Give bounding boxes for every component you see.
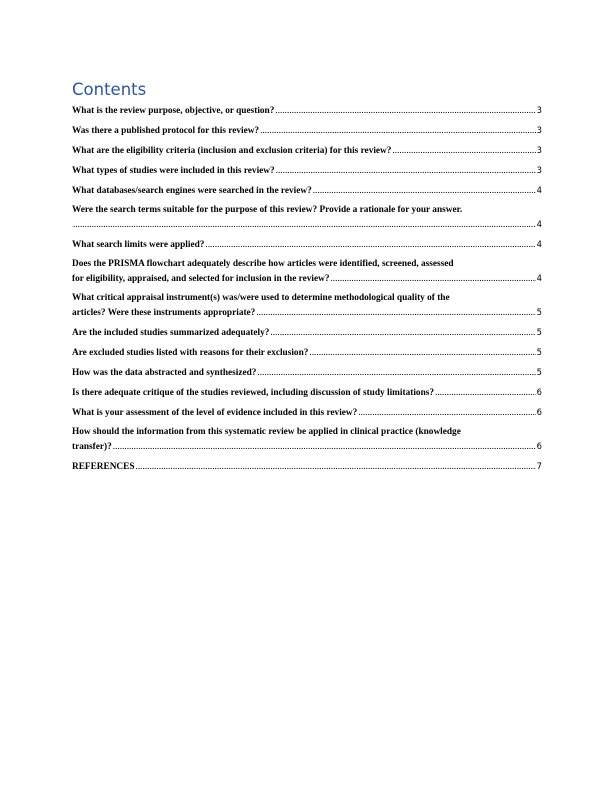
toc-page-number: 5 bbox=[536, 367, 542, 377]
toc-entry[interactable] bbox=[72, 385, 542, 400]
toc-entry-text: What databases/search engines were searched in the review? bbox=[72, 186, 312, 196]
toc-entry-line bbox=[72, 305, 542, 320]
toc-entry[interactable] bbox=[72, 237, 542, 252]
dot-leader bbox=[330, 272, 535, 286]
toc-page-number: 5 bbox=[536, 307, 542, 317]
toc-page-number: 3 bbox=[536, 105, 542, 115]
toc-entry-text: Was there a published protocol for this review? bbox=[72, 126, 260, 136]
dot-leader bbox=[256, 306, 535, 320]
toc-entry-line bbox=[72, 405, 542, 420]
toc-page-number: 4 bbox=[536, 219, 542, 229]
toc-page-number: 7 bbox=[536, 461, 542, 471]
toc-entry[interactable] bbox=[72, 459, 542, 474]
toc-entry-text: articles? Were these instruments appropriate? bbox=[72, 308, 256, 318]
toc-entry[interactable] bbox=[72, 345, 542, 360]
toc-page-number: 6 bbox=[536, 441, 542, 451]
toc-entry[interactable] bbox=[72, 257, 542, 286]
toc-entry-line bbox=[72, 271, 542, 286]
toc-entry-text: What is the review purpose, objective, or question? bbox=[72, 106, 275, 116]
toc-entry-line bbox=[72, 237, 542, 252]
toc-page-number: 3 bbox=[536, 165, 542, 175]
toc-page-number: 4 bbox=[536, 273, 542, 283]
toc-page-number: 5 bbox=[536, 347, 542, 357]
toc-entry-line bbox=[72, 385, 542, 400]
toc-entry[interactable] bbox=[72, 291, 542, 320]
toc-entry-line bbox=[72, 439, 542, 454]
toc-page-number: 4 bbox=[536, 185, 542, 195]
toc-entry-text: What is your assessment of the level of evidence included in this review? bbox=[72, 408, 358, 418]
toc-entry[interactable] bbox=[72, 123, 542, 138]
toc-entry[interactable] bbox=[72, 325, 542, 340]
toc-heading: Contents bbox=[72, 80, 147, 99]
toc-entry[interactable] bbox=[72, 203, 542, 232]
toc-entry-line bbox=[72, 123, 542, 138]
toc-page-number: 3 bbox=[536, 145, 542, 155]
toc-entry[interactable] bbox=[72, 103, 542, 118]
toc-entry[interactable] bbox=[72, 183, 542, 198]
toc-page-number: 6 bbox=[536, 407, 542, 417]
toc-entry[interactable] bbox=[72, 143, 542, 158]
toc-entry-text: What critical appraisal instrument(s) was/were used to determine methodological quality of the bbox=[72, 293, 450, 303]
toc-entry[interactable] bbox=[72, 405, 542, 420]
toc-entry-text: Does the PRISMA flowchart adequately describe how articles were identified, screened, assessed bbox=[72, 259, 454, 269]
dot-leader bbox=[257, 366, 535, 380]
toc-entry-text: How should the information from this systematic review be applied in clinical practice (knowledge bbox=[72, 427, 461, 437]
toc-entry-line bbox=[72, 143, 542, 158]
dot-leader bbox=[313, 184, 536, 198]
dot-leader bbox=[73, 218, 536, 232]
dot-leader bbox=[392, 144, 535, 158]
toc-entry-text: How was the data abstracted and synthesized? bbox=[72, 368, 257, 378]
toc-page-number: 6 bbox=[536, 387, 542, 397]
toc-page-number: 3 bbox=[536, 125, 542, 135]
dot-leader bbox=[260, 124, 536, 138]
document-page bbox=[72, 80, 542, 479]
toc-entry-text: for eligibility, appraised, and selected for inclusion in the review? bbox=[72, 274, 330, 284]
toc-entry-line bbox=[72, 365, 542, 380]
dot-leader bbox=[276, 164, 536, 178]
toc-entry-line bbox=[72, 183, 542, 198]
toc-entry-text: Is there adequate critique of the studies reviewed, including discussion of study limitations? bbox=[72, 388, 435, 398]
dot-leader bbox=[113, 440, 536, 454]
dot-leader bbox=[435, 386, 536, 400]
toc-page-number: 4 bbox=[536, 239, 542, 249]
toc-entry-line bbox=[72, 325, 542, 340]
dot-leader bbox=[275, 104, 535, 118]
dot-leader bbox=[270, 326, 535, 340]
toc-entry-text: What types of studies were included in this review? bbox=[72, 166, 275, 176]
toc-entry-line bbox=[72, 345, 542, 360]
toc-entry-text: Are the included studies summarized adequately? bbox=[72, 328, 270, 338]
toc-page-number: 5 bbox=[536, 327, 542, 337]
toc-entry-line bbox=[72, 103, 542, 118]
dot-leader bbox=[309, 346, 535, 360]
dot-leader bbox=[205, 238, 535, 252]
toc-entry-text: What search limits were applied? bbox=[72, 240, 205, 250]
dot-leader bbox=[358, 406, 535, 420]
toc-entry-text: transfer)? bbox=[72, 442, 112, 452]
toc-entry[interactable] bbox=[72, 425, 542, 454]
dot-leader bbox=[136, 460, 536, 474]
toc-entry-line bbox=[72, 459, 542, 474]
toc-entry-text: What are the eligibility criteria (inclusion and exclusion criteria) for this review? bbox=[72, 146, 392, 156]
toc-entry-text: Are excluded studies listed with reasons for their exclusion? bbox=[72, 348, 309, 358]
toc-entry[interactable] bbox=[72, 163, 542, 178]
toc-entry-line bbox=[72, 163, 542, 178]
toc-entry-text: Were the search terms suitable for the purpose of this review? Provide a rationale for your answer. bbox=[72, 205, 463, 215]
toc-entry-line bbox=[72, 217, 542, 232]
toc-entry[interactable] bbox=[72, 365, 542, 380]
toc-list bbox=[72, 103, 542, 474]
toc-entry-text: REFERENCES bbox=[72, 462, 135, 472]
